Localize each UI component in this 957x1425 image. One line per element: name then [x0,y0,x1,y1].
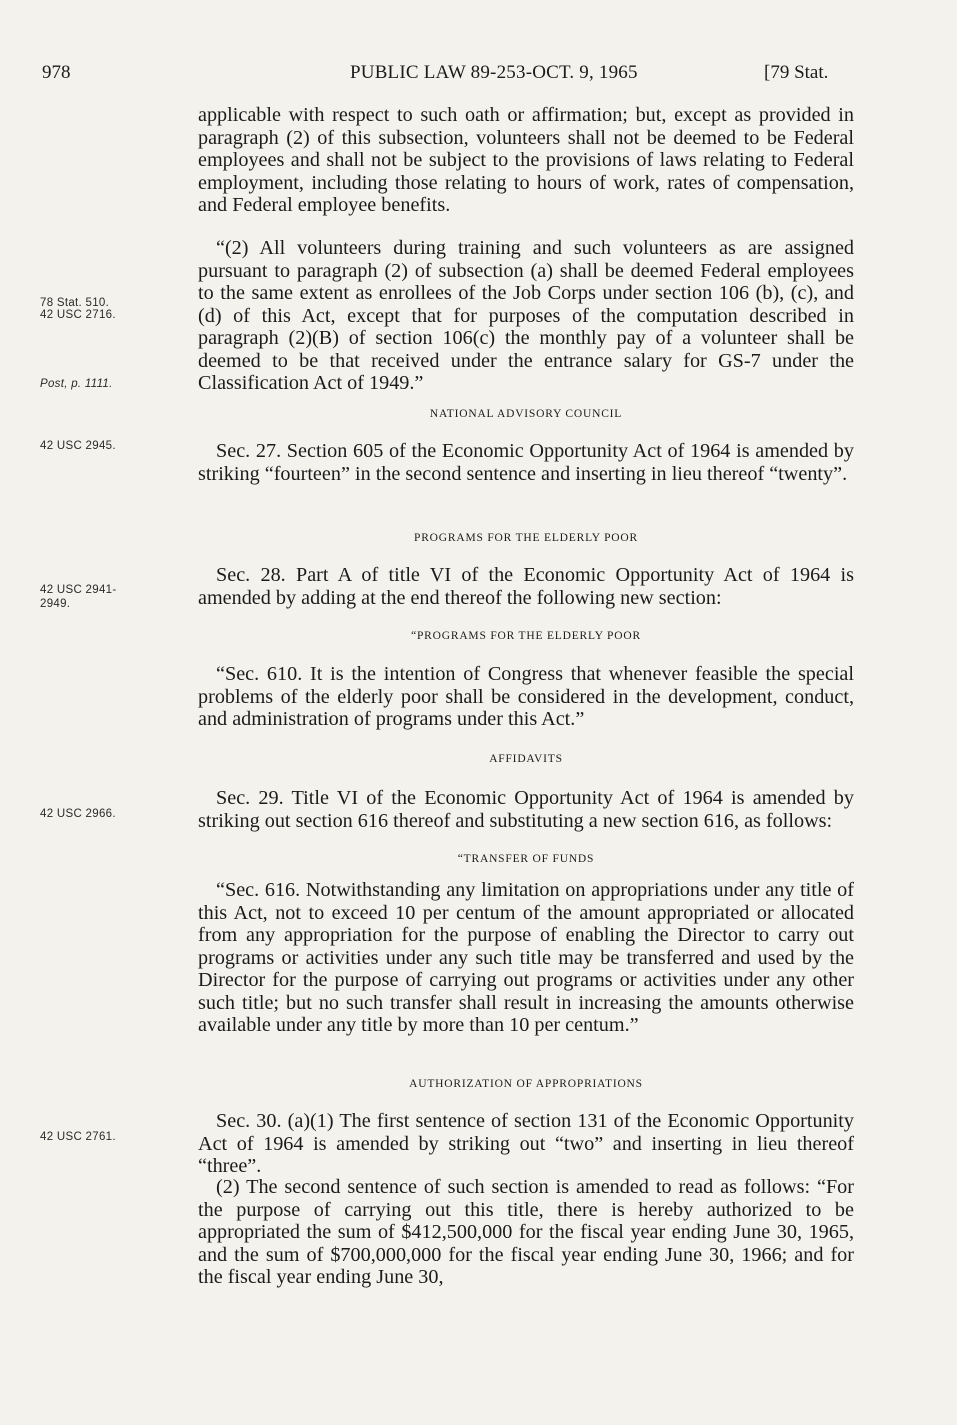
paragraph-sec-27 [198,440,854,485]
paragraph-sec-30-a2 [198,1176,854,1289]
margin-note-usc-2761: 42 USC 2761. [40,1131,116,1143]
paragraph-text: Sec. 30. (a)(1) The first sentence of section 131 of the Economic Opportunity Act of 1964 is amended by striking out “two” and inserting in lieu thereof “three”. [198,1110,854,1177]
paragraph-text: “Sec. 610. It is the intention of Congress that whenever feasible the special problems of the elderly poor shall be considered in the development, conduct, and administration of programs under this Act.” [198,663,854,730]
running-title: PUBLIC LAW 89-253-OCT. 9, 1965 [350,62,638,83]
page-number: 978 [42,62,71,83]
paragraph-text: applicable with respect to such oath or affirmation; but, except as provided in paragraph (2) of this subsection, volunteers shall not be deemed to be Federal employees and shall not be subject to the provisions of laws relating to Federal employment, including those relating to hours of work, rates of compensation, and Federal employee benefits. [198,104,854,216]
section-heading-transfer-of-funds: “TRANSFER OF FUNDS [457,853,595,865]
section-heading-appropriations: AUTHORIZATION OF APPROPRIATIONS [409,1078,643,1090]
paragraph-text: “(2) All volunteers during training and such volunteers as are assigned pursuant to paragraph (2) of subsection (a) shall be deemed Federal employees to the same extent as enrollees of the Job Corps under section 106 (b), (c), and (d) of this Act, except that for purposes of the computation described in paragraph (2)(B) of section 106(c) the monthly pay of a volunteer shall be deemed to be that received under the entrance salary for GS-7 under the Classification Act of 1949.” [198,237,854,394]
paragraph-sec-610 [198,663,854,731]
margin-note-stat-510: 78 Stat. 510. [40,297,110,309]
margin-note-post: Post, p. 1111. [40,378,113,390]
paragraph-text: Sec. 28. Part A of title VI of the Economic Opportunity Act of 1964 is amended by adding at the end thereof the following new section: [198,564,854,609]
paragraph-text: Sec. 27. Section 605 of the Economic Opportunity Act of 1964 is amended by striking “fourteen” in the second sentence and inserting in lieu thereof “twenty”. [198,440,854,485]
volume-reference: [79 Stat. [764,62,829,83]
paragraph-volunteers-training [198,237,854,395]
margin-note-usc-2716: 42 USC 2716. [40,309,116,321]
section-heading-elderly-poor: PROGRAMS FOR THE ELDERLY POOR [414,532,638,544]
paragraph-volunteers-employment [198,104,854,217]
paragraph-text: (2) The second sentence of such section is amended to read as follows: “For the purpose of carrying out this title, there is hereby authorized to be appropriated the sum of $412,500,000 for the fiscal year ending June 30, 1965, and the sum of $700,000,000 for the fiscal year ending June 30, 1966; and for the fiscal year ending June 30, [198,1176,854,1288]
margin-note-usc-2945: 42 USC 2945. [40,440,116,452]
margin-note-usc-2941: 42 USC 2941- [40,584,117,596]
paragraph-text: “Sec. 616. Notwithstanding any limitation on appropriations under any title of this Act, not to exceed 10 per centum of the amount appropriated or allocated from any appropriation for the purpose of enabling the Director to carry out programs or activities under any such title may be transferred and used by the Director for the purpose of carrying out programs or activities under any other such title; but no such transfer shall result in increasing the amounts otherwise available under any title by more than 10 per centum.” [198,879,854,1036]
margin-note-usc-2966: 42 USC 2966. [40,808,116,820]
section-heading-affidavits: AFFIDAVITS [489,753,563,765]
paragraph-sec-30-a1 [198,1110,854,1178]
paragraph-text: Sec. 29. Title VI of the Economic Opportunity Act of 1964 is amended by striking out section 616 thereof and substituting a new section 616, as follows: [198,787,854,832]
page-header [0,62,957,88]
margin-note-usc-2949: 2949. [40,598,71,610]
section-heading-quoted-elderly-poor: “PROGRAMS FOR THE ELDERLY POOR [411,630,641,642]
paragraph-sec-28 [198,564,854,609]
paragraph-sec-29 [198,787,854,832]
section-heading-advisory-council: NATIONAL ADVISORY COUNCIL [429,408,623,420]
paragraph-sec-616 [198,879,854,1037]
